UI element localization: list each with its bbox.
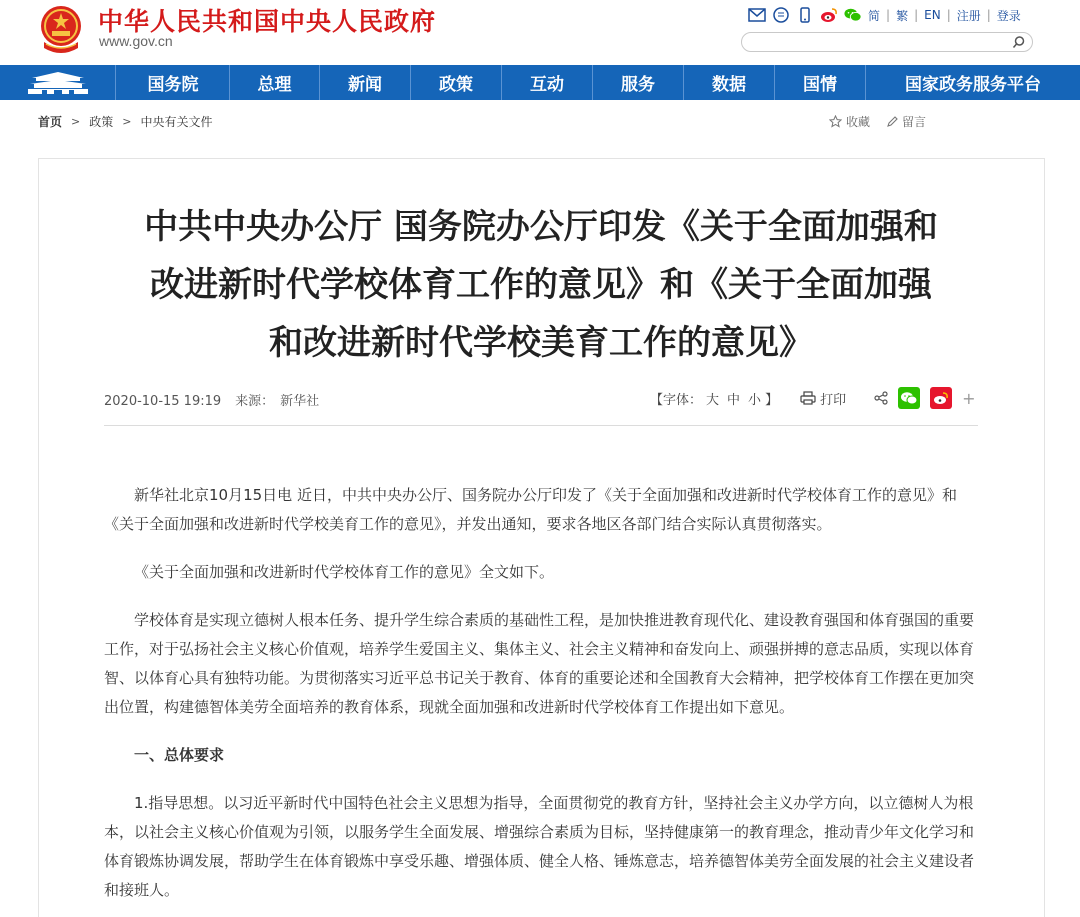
lang-traditional-link[interactable]: 繁 bbox=[896, 8, 909, 23]
wechat-share-icon[interactable] bbox=[898, 387, 920, 409]
tool-separator: | bbox=[946, 8, 951, 22]
lang-simplified-link[interactable]: 简 bbox=[868, 8, 881, 23]
search-icon[interactable] bbox=[1012, 35, 1026, 49]
mail-icon[interactable] bbox=[748, 6, 766, 24]
tiananmen-icon bbox=[26, 70, 90, 96]
star-icon bbox=[829, 115, 842, 128]
site-domain[interactable]: www.gov.cn bbox=[99, 33, 173, 49]
mobile-icon[interactable] bbox=[796, 6, 814, 24]
nav-item-data[interactable]: 数据 bbox=[684, 65, 775, 100]
nav-home-button[interactable] bbox=[0, 65, 116, 100]
article-title-line: 改进新时代学校体育工作的意见》和《关于全面加强 bbox=[150, 265, 932, 305]
message-icon[interactable] bbox=[772, 6, 790, 24]
nav-item-national-info[interactable]: 国情 bbox=[775, 65, 866, 100]
login-link[interactable]: 登录 bbox=[996, 8, 1021, 23]
comment-label: 留言 bbox=[902, 115, 927, 129]
printer-icon bbox=[800, 391, 816, 405]
page-actions bbox=[829, 113, 942, 130]
register-link[interactable]: 注册 bbox=[956, 8, 981, 23]
article-title bbox=[104, 198, 978, 372]
site-header bbox=[0, 0, 1080, 65]
tool-separator: | bbox=[986, 8, 991, 22]
nav-item-premier[interactable]: 总理 bbox=[230, 65, 320, 100]
more-share-button[interactable]: + bbox=[962, 388, 976, 408]
search-input[interactable] bbox=[741, 32, 1033, 52]
nav-item-policy[interactable]: 政策 bbox=[411, 65, 502, 100]
font-small-button[interactable]: 小 bbox=[748, 392, 762, 408]
pen-icon bbox=[886, 116, 898, 128]
nav-item-news[interactable]: 新闻 bbox=[320, 65, 411, 100]
header-tools bbox=[748, 5, 1021, 25]
lang-english-link[interactable]: EN bbox=[924, 8, 941, 22]
nav-items bbox=[117, 65, 1080, 100]
font-size-control bbox=[650, 389, 778, 408]
section-heading: 一、总体要求 bbox=[134, 746, 225, 764]
share-icon[interactable] bbox=[874, 391, 888, 405]
article-paragraph: 学校体育是实现立德树人根本任务、提升学生综合素质的基础性工程，是加快推进教育现代化、建设教育强国和体育强国的重要工作，对于弘扬社会主义核心价值观，培养学生爱国主义、集体主义、社会主义精神和奋发向上、顽强拼搏的意志品质，实现以体育智、以体育心具有独特功能。为贯彻落实习近平总书记关于教育、体育的重要论述和全国教育大会精神，把学校体育工作摆在更加突出位置，构建德智体美劳全面培养的教育体系，现就全面加强和改进新时代学校体育工作提出如下意见。 bbox=[104, 611, 975, 716]
tool-separator: | bbox=[886, 8, 891, 22]
article-paragraph: 1.指导思想。以习近平新时代中国特色社会主义思想为指导，全面贯彻党的教育方针，坚持社会主义办学方向，以立德树人为根本，以社会主义核心价值观为引领，以服务学生全面发展、增强综合素质为目标，坚持健康第一的教育理念，推动青少年文化学习和体育锻炼协调发展，帮助学生在体育锻炼中享受乐趣、增强体质、健全人格、锤炼意志，培养德智体美劳全面发展的社会主义建设者和接班人。 bbox=[104, 794, 975, 899]
nav-item-gov-service-platform[interactable]: 国家政务服务平台 bbox=[905, 75, 1041, 95]
print-button[interactable] bbox=[800, 389, 846, 408]
wechat-icon[interactable] bbox=[844, 6, 862, 24]
breadcrumb-central-docs[interactable]: 中央有关文件 bbox=[140, 115, 213, 129]
favorite-button[interactable] bbox=[829, 113, 870, 130]
source-label: 来源： bbox=[235, 394, 275, 409]
weibo-icon[interactable] bbox=[820, 6, 838, 24]
comment-button[interactable] bbox=[886, 113, 926, 130]
breadcrumb-separator: > bbox=[122, 115, 132, 128]
breadcrumb-policy[interactable]: 政策 bbox=[89, 115, 114, 129]
main-nav bbox=[0, 65, 1080, 100]
breadcrumb bbox=[38, 113, 212, 130]
breadcrumb-separator: > bbox=[71, 115, 81, 128]
article-title-line: 中共中央办公厅 国务院办公厅印发《关于全面加强和 bbox=[144, 207, 938, 247]
article-body bbox=[104, 481, 978, 917]
breadcrumb-home[interactable]: 首页 bbox=[38, 115, 63, 129]
font-label-open: 【字体： bbox=[650, 392, 703, 408]
tool-separator: | bbox=[914, 8, 919, 22]
nav-item-service[interactable]: 服务 bbox=[593, 65, 684, 100]
article-meta bbox=[104, 390, 333, 409]
site-name[interactable]: 中华人民共和国中央人民政府 bbox=[98, 7, 437, 36]
font-large-button[interactable]: 大 bbox=[706, 392, 720, 408]
article-datetime: 2020-10-15 19:19 bbox=[104, 394, 222, 409]
font-label-close: 】 bbox=[765, 392, 779, 408]
nav-item-state-council[interactable]: 国务院 bbox=[117, 65, 230, 100]
font-medium-button[interactable]: 中 bbox=[727, 392, 741, 408]
nav-item-interaction[interactable]: 互动 bbox=[502, 65, 593, 100]
article-paragraph: 新华社北京10月15日电 近日，中共中央办公厅、国务院办公厅印发了《关于全面加强和改进新时代学校体育工作的意见》和《关于全面加强和改进新时代学校美育工作的意见》，并发出通知，要求各地区各部门结合实际认真贯彻落实。 bbox=[104, 486, 957, 533]
article-source: 新华社 bbox=[280, 394, 320, 409]
article-tools bbox=[650, 386, 976, 410]
meta-divider bbox=[104, 425, 978, 426]
article-title-line: 和改进新时代学校美育工作的意见》 bbox=[269, 323, 813, 363]
article-paragraph: 《关于全面加强和改进新时代学校体育工作的意见》全文如下。 bbox=[134, 563, 555, 581]
print-label: 打印 bbox=[820, 392, 847, 408]
national-emblem-icon[interactable] bbox=[38, 4, 84, 54]
weibo-share-icon[interactable] bbox=[930, 387, 952, 409]
favorite-label: 收藏 bbox=[846, 115, 871, 129]
